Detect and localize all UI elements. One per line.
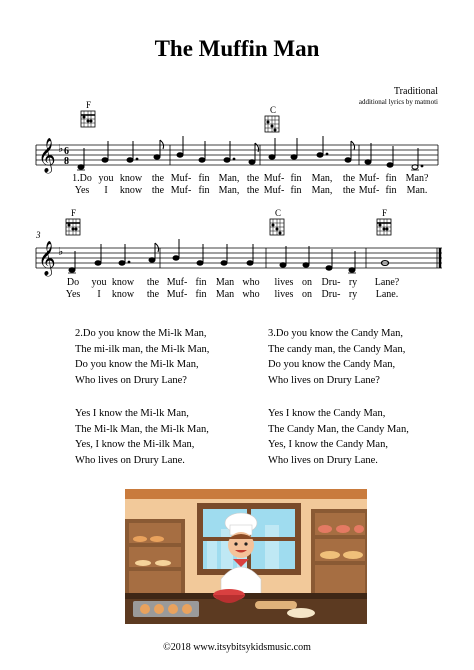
note-head xyxy=(102,158,108,162)
note-head xyxy=(412,165,418,169)
lyrics-line-2-1: Do you know the Muf- fin Man who lives on Dru- ry Lane? xyxy=(66,277,400,288)
treble-clef-icon: 𝄞 xyxy=(38,138,56,173)
note-head xyxy=(280,263,286,267)
note-head xyxy=(303,263,309,267)
chord-diagram-f xyxy=(81,100,95,127)
treble-clef-icon: 𝄞 xyxy=(38,241,56,276)
note-head xyxy=(199,158,205,162)
note-head xyxy=(69,268,75,272)
note-head xyxy=(387,163,393,167)
note-head xyxy=(224,158,230,162)
svg-text:C: C xyxy=(275,208,282,218)
chord-diagram-c xyxy=(270,208,284,235)
staff-system-1 xyxy=(36,145,438,165)
note-head xyxy=(365,160,371,164)
baker-illustration xyxy=(125,489,367,624)
time-signature-bottom: 8 xyxy=(64,156,69,167)
chord-diagram-f xyxy=(377,208,391,235)
note-head xyxy=(345,158,351,162)
lyrics-line-1-1: 1.Do you know the Muf- fin Man, the Muf- fin Man, the Muf- fin Man? xyxy=(72,173,429,184)
note-head xyxy=(317,153,323,157)
note-head xyxy=(247,261,253,265)
measure-number: 3 xyxy=(36,230,41,240)
note-head xyxy=(349,268,355,272)
note-head xyxy=(291,155,297,159)
note-head xyxy=(154,155,160,159)
note-head xyxy=(173,256,179,260)
lyrics-line-1-2: Yes I know the Muf- fin Man, the Muf- fin Man, the Muf- fin Man. xyxy=(74,185,428,196)
note-head xyxy=(119,261,125,265)
credit-traditional: Traditional xyxy=(393,86,438,97)
verse-2-answer: Yes I know the Mi-lk Man, The Mi-lk Man, the Mi-lk Man, Yes, I know the Mi-ilk Man, Who lives on Drury Lane. xyxy=(75,408,209,466)
lyrics-line-2-2: Yes I know the Muf- fin Man who lives on Dru- ry Lane. xyxy=(65,289,399,300)
flat-icon: ♭ xyxy=(58,245,64,258)
footer-copyright: ©2018 www.itsybitsykidsmusic.com xyxy=(163,642,311,653)
note-head xyxy=(95,261,101,265)
svg-text:F: F xyxy=(382,208,388,218)
chord-diagram-f xyxy=(66,208,80,235)
credit-additional-lyrics: additional lyrics by matmoti xyxy=(358,98,438,106)
note-head xyxy=(249,160,255,164)
time-signature-top: 6 xyxy=(64,146,69,157)
svg-text:F: F xyxy=(86,100,92,110)
svg-text:F: F xyxy=(71,208,77,218)
note-head xyxy=(78,165,84,169)
note-head xyxy=(127,158,133,162)
note-head xyxy=(269,155,275,159)
note-head xyxy=(326,266,332,270)
note-head xyxy=(221,261,227,265)
verse-2-question: 2.Do you know the Mi-lk Man, The mi-ilk man, the Mi-lk Man, Do you know the Mi-lk Man, Who lives on Drury Lane? xyxy=(75,328,210,386)
note-head xyxy=(177,153,183,157)
note-head xyxy=(149,258,155,262)
svg-text:C: C xyxy=(270,105,277,115)
note-head xyxy=(197,261,203,265)
verse-3-answer: Yes I know the Candy Man, The Candy Man, the Candy Man, Yes, I know the Candy Man, Who lives on Drury Lane. xyxy=(268,408,409,466)
verse-3-question: 3.Do you know the Candy Man, The candy man, the Candy Man, Do you know the Candy Man, Who lives on Drury Lane? xyxy=(268,328,406,386)
page-title: The Muffin Man xyxy=(154,36,320,61)
chord-diagram-c xyxy=(265,105,279,132)
flat-icon: ♭ xyxy=(58,142,64,155)
